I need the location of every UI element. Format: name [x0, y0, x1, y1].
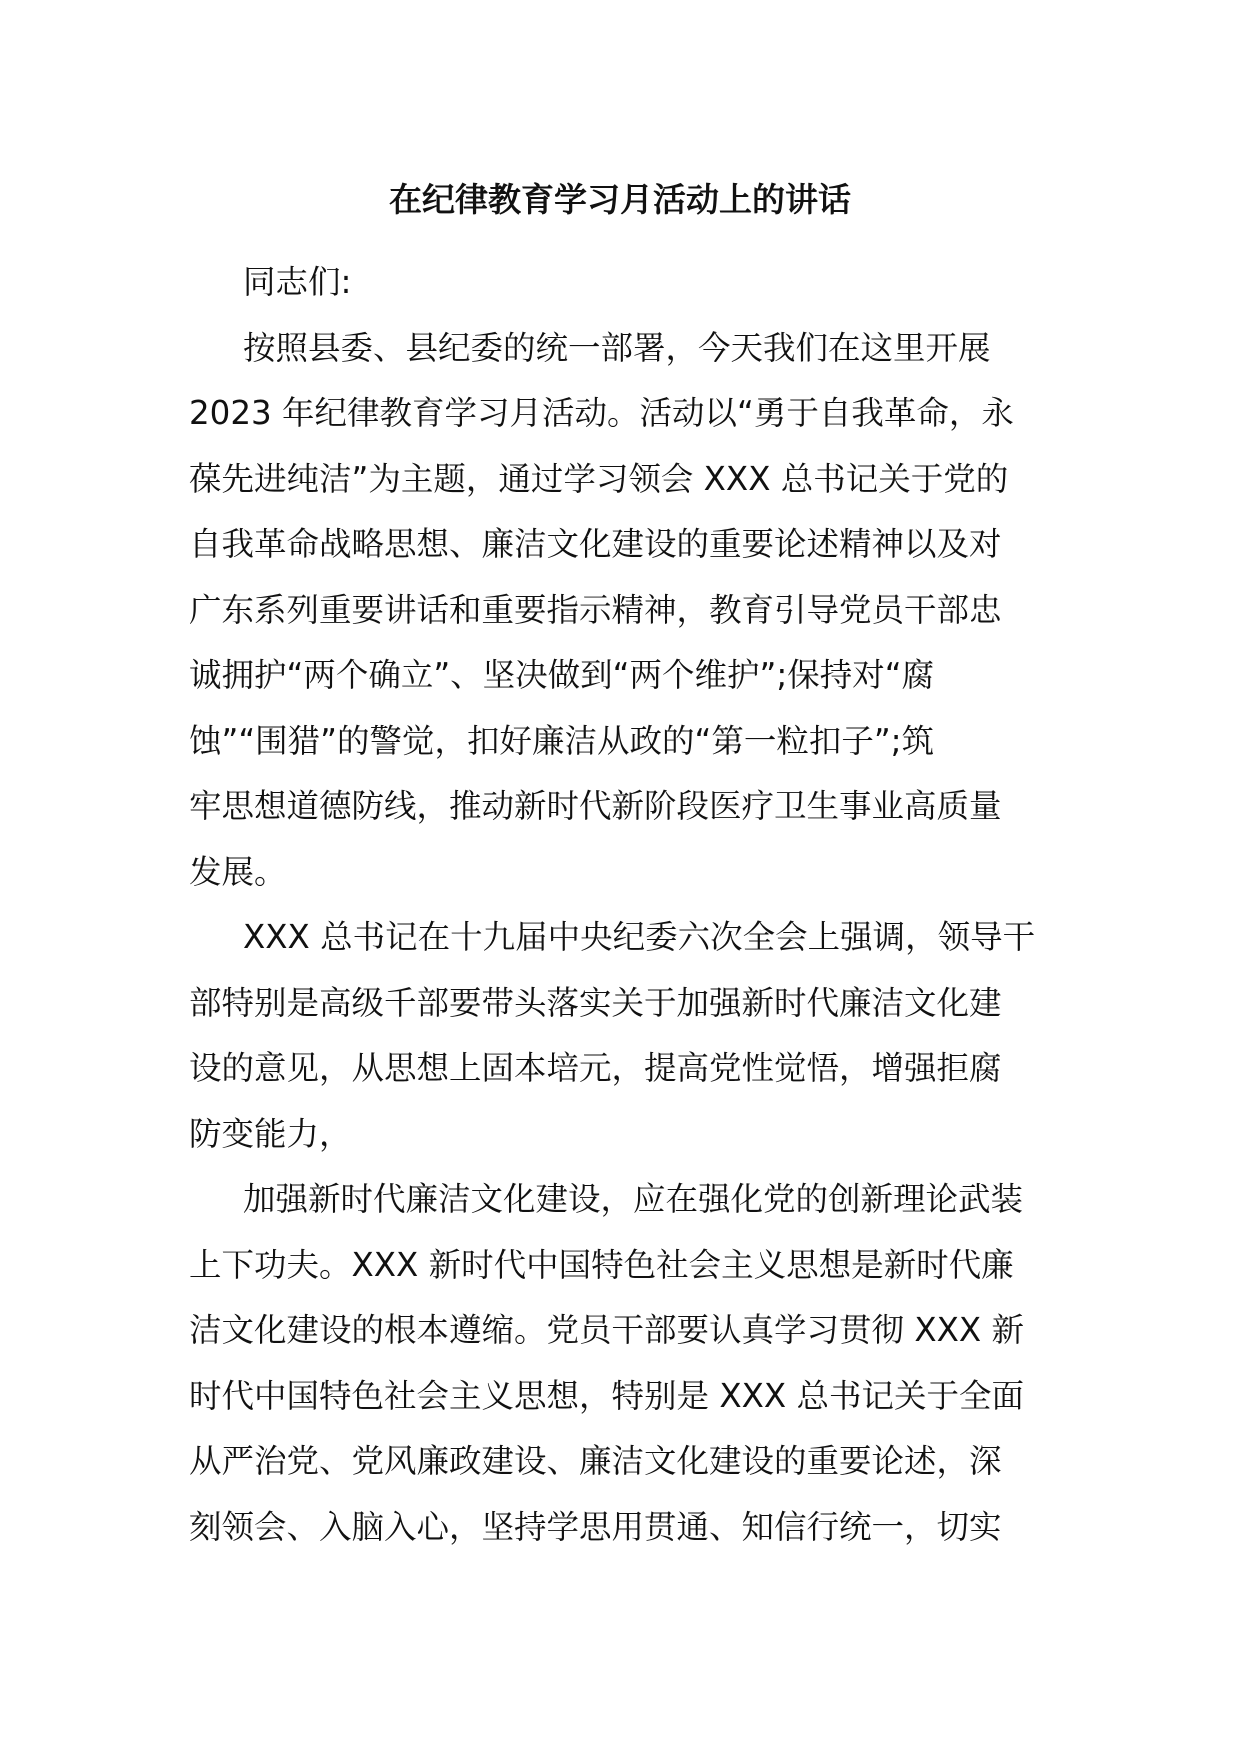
- paragraph-line: 牢思想道德防线，推动新时代新阶段医疗卫生事业高质量: [189, 787, 1002, 825]
- document-title: 在纪律教育学习月活动上的讲话: [389, 180, 851, 219]
- paragraph-line: 诚拥护“两个确立”、坚决做到“两个维护”;保持对“腐: [189, 656, 935, 694]
- paragraph-line: 洁文化建设的根本遵缩。党员干部要认真学习贯彻 XXX 新: [189, 1311, 1024, 1349]
- salutation: 同志们:: [243, 263, 352, 301]
- paragraph-line: 设的意见，从思想上固本培元，提高党性觉悟，增强拒腐: [189, 1049, 1002, 1087]
- paragraph-line: 2023 年纪律教育学习月活动。活动以“勇于自我革命，永: [189, 394, 1014, 432]
- paragraph-line: 葆先进纯洁”为主题，通过学习领会 XXX 总书记关于党的: [189, 459, 1009, 498]
- paragraph-line: 按照县委、县纪委的统一部署，今天我们在这里开展: [243, 328, 991, 367]
- paragraph-2: [189, 905, 1051, 1167]
- paragraph-line: XXX 总书记在十九届中央纪委六次全会上强调，领导干: [243, 918, 1036, 956]
- paragraph-line: 时代中国特色社会主义思想，特别是 XXX 总书记关于全面: [189, 1376, 1024, 1415]
- paragraph-3: [189, 1167, 1051, 1560]
- paragraph-1: [189, 316, 1051, 906]
- paragraph-line: 加强新时代廉洁文化建设，应在强化党的创新理论武装: [243, 1180, 1024, 1218]
- paragraph-line: 上下功夫。XXX 新时代中国特色社会主义思想是新时代廉: [189, 1245, 1014, 1284]
- document-body: [189, 250, 1051, 1560]
- paragraph-line: 蚀”“围猎”的警觉，扣好廉洁从政的“第一粒扣子”;筑: [189, 721, 935, 760]
- paragraph-line: 发展。: [189, 852, 287, 891]
- paragraph-line: 广东系列重要讲话和重要指示精神，教育引导党员干部忠: [189, 590, 1002, 629]
- paragraph-line: 部特别是高级千部要带头落实关于加强新时代廉洁文化建: [189, 983, 1002, 1022]
- paragraph-line: 防变能力，: [189, 1114, 352, 1153]
- paragraph-line: 从严治党、党风廉政建设、廉洁文化建设的重要论述，深: [189, 1442, 1002, 1480]
- paragraph-line: 自我革命战略思想、廉洁文化建设的重要论述精神以及对: [189, 525, 1002, 563]
- paragraph-line: 刻领会、入脑入心，坚持学思用贯通、知信行统一，切实: [189, 1507, 1002, 1546]
